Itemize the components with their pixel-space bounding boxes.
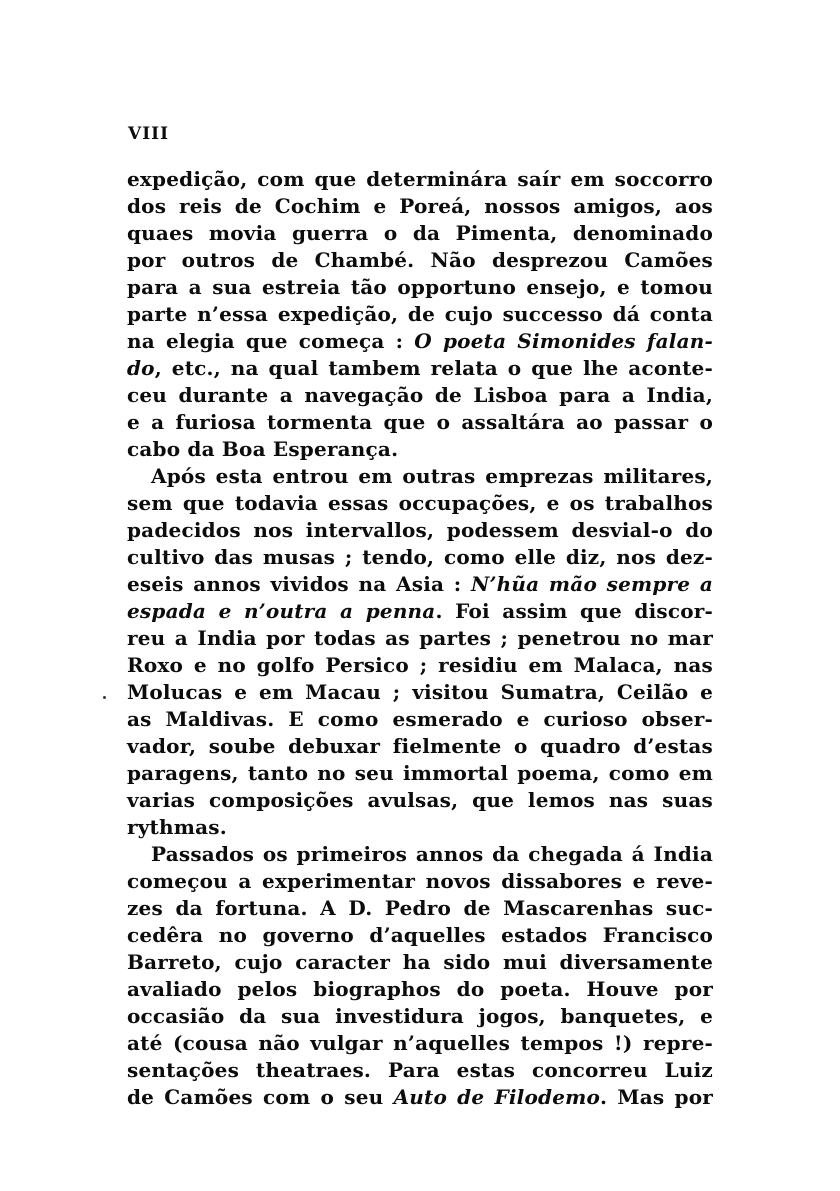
text-segment: Após esta entrou em outras emprezas militares, xyxy=(151,464,713,488)
text-segment: por outros de Chambé. Não desprezou Camões xyxy=(127,248,713,272)
text-line xyxy=(127,949,713,976)
text-segment: para a sua estreia tão opportuno ensejo, e tomou xyxy=(127,275,713,299)
text-segment: as Maldivas. E como esmerado e curioso obser- xyxy=(127,707,713,731)
text-segment: zes da fortuna. A D. Pedro de Mascarenhas suc- xyxy=(127,896,713,920)
text-segment: rythmas. xyxy=(127,815,227,839)
text-segment: vador, soube debuxar fielmente o quadro d’estas xyxy=(127,734,713,758)
text-segment: começou a experimentar novos dissabores e reve- xyxy=(127,869,713,893)
text-segment: , etc., na qual tambem relata o que lhe aconte- xyxy=(154,356,713,380)
text-line xyxy=(127,328,713,355)
text-line xyxy=(127,625,713,652)
text-line xyxy=(127,598,713,625)
text-line xyxy=(127,868,713,895)
text-segment: . Foi assim que discor- xyxy=(435,599,713,623)
text-line xyxy=(127,787,713,814)
text-line xyxy=(127,571,713,598)
text-segment: Molucas e em Macau ; visitou Sumatra, Ceilão e xyxy=(127,680,713,704)
text-line xyxy=(127,976,713,1003)
text-line xyxy=(127,193,713,220)
text-segment: cabo da Boa Esperança. xyxy=(127,437,399,461)
text-line xyxy=(127,814,713,841)
text-line xyxy=(127,166,713,193)
scan-speck xyxy=(103,696,106,699)
text-line xyxy=(127,652,713,679)
text-line xyxy=(127,409,713,436)
text-segment: sem que todavia essas occupações, e os trabalhos xyxy=(127,491,713,515)
text-line xyxy=(127,706,713,733)
text-segment: reu a India por todas as partes ; penetrou no mar xyxy=(127,626,713,650)
text-segment: de Camões com o seu xyxy=(127,1085,394,1109)
text-line xyxy=(127,922,713,949)
text-line xyxy=(127,382,713,409)
text-line xyxy=(127,490,713,517)
italic-text: espada e n’outra a penna xyxy=(127,599,436,623)
text-line xyxy=(127,544,713,571)
text-segment: Barreto, cujo caracter ha sido mui diversamente xyxy=(127,950,713,974)
text-segment: ceu durante a navegação de Lisboa para a India, xyxy=(127,383,713,407)
text-segment: dos reis de Cochim e Poreá, nossos amigos, aos xyxy=(127,194,713,218)
text-line xyxy=(127,220,713,247)
text-segment: expedição, com que determinára saír em soccorro xyxy=(127,167,713,191)
text-line xyxy=(127,733,713,760)
text-segment: quaes movia guerra o da Pimenta, denominado xyxy=(127,221,713,245)
text-segment: cedêra no governo d’aquelles estados Francisco xyxy=(127,923,713,947)
text-line xyxy=(127,301,713,328)
text-line xyxy=(127,274,713,301)
text-segment: até (cousa não vulgar n’aquelles tempos !) repre- xyxy=(127,1031,713,1055)
text-segment: padecidos nos intervallos, podessem desvial-o do xyxy=(127,518,713,542)
italic-text: N’hũa mão sempre a xyxy=(471,572,713,596)
text-segment: sentações theatraes. Para estas concorreu Luiz xyxy=(127,1058,713,1082)
text-segment: occasião da sua investidura jogos, banquetes, e xyxy=(127,1004,713,1028)
text-line xyxy=(127,679,713,706)
text-line xyxy=(127,1057,713,1084)
text-segment: parte n’essa expedição, de cujo successo dá conta xyxy=(127,302,713,326)
text-line xyxy=(127,1003,713,1030)
italic-text: Auto de Filodemo xyxy=(393,1085,601,1109)
italic-text: O poeta Simonides falan- xyxy=(414,329,714,353)
text-line xyxy=(127,1030,713,1057)
text-line xyxy=(127,247,713,274)
text-segment: varias composições avulsas, que lemos nas suas xyxy=(127,788,713,812)
text-segment: . Mas por xyxy=(600,1085,713,1109)
text-block xyxy=(127,166,713,1111)
text-segment: eseis annos vividos na Asia : xyxy=(127,572,472,596)
text-line xyxy=(127,895,713,922)
text-segment: Passados os primeiros annos da chegada á India xyxy=(151,842,713,866)
text-line xyxy=(127,760,713,787)
text-segment: Roxo e no golfo Persico ; residiu em Malaca, nas xyxy=(127,653,713,677)
text-line xyxy=(127,463,713,490)
text-line xyxy=(127,355,713,382)
text-segment: e a furiosa tormenta que o assaltára ao passar o xyxy=(127,410,713,434)
text-segment: na elegia que começa : xyxy=(127,329,415,353)
text-segment: avaliado pelos biographos do poeta. Houve por xyxy=(127,977,713,1001)
text-line xyxy=(127,1084,713,1111)
text-line xyxy=(127,841,713,868)
text-segment: paragens, tanto no seu immortal poema, como em xyxy=(127,761,713,785)
page-number: VIII xyxy=(128,124,170,144)
text-segment: cultivo das musas ; tendo, como elle diz, nos dez- xyxy=(127,545,713,569)
text-line xyxy=(127,517,713,544)
text-line xyxy=(127,436,713,463)
italic-text: do xyxy=(127,356,155,380)
